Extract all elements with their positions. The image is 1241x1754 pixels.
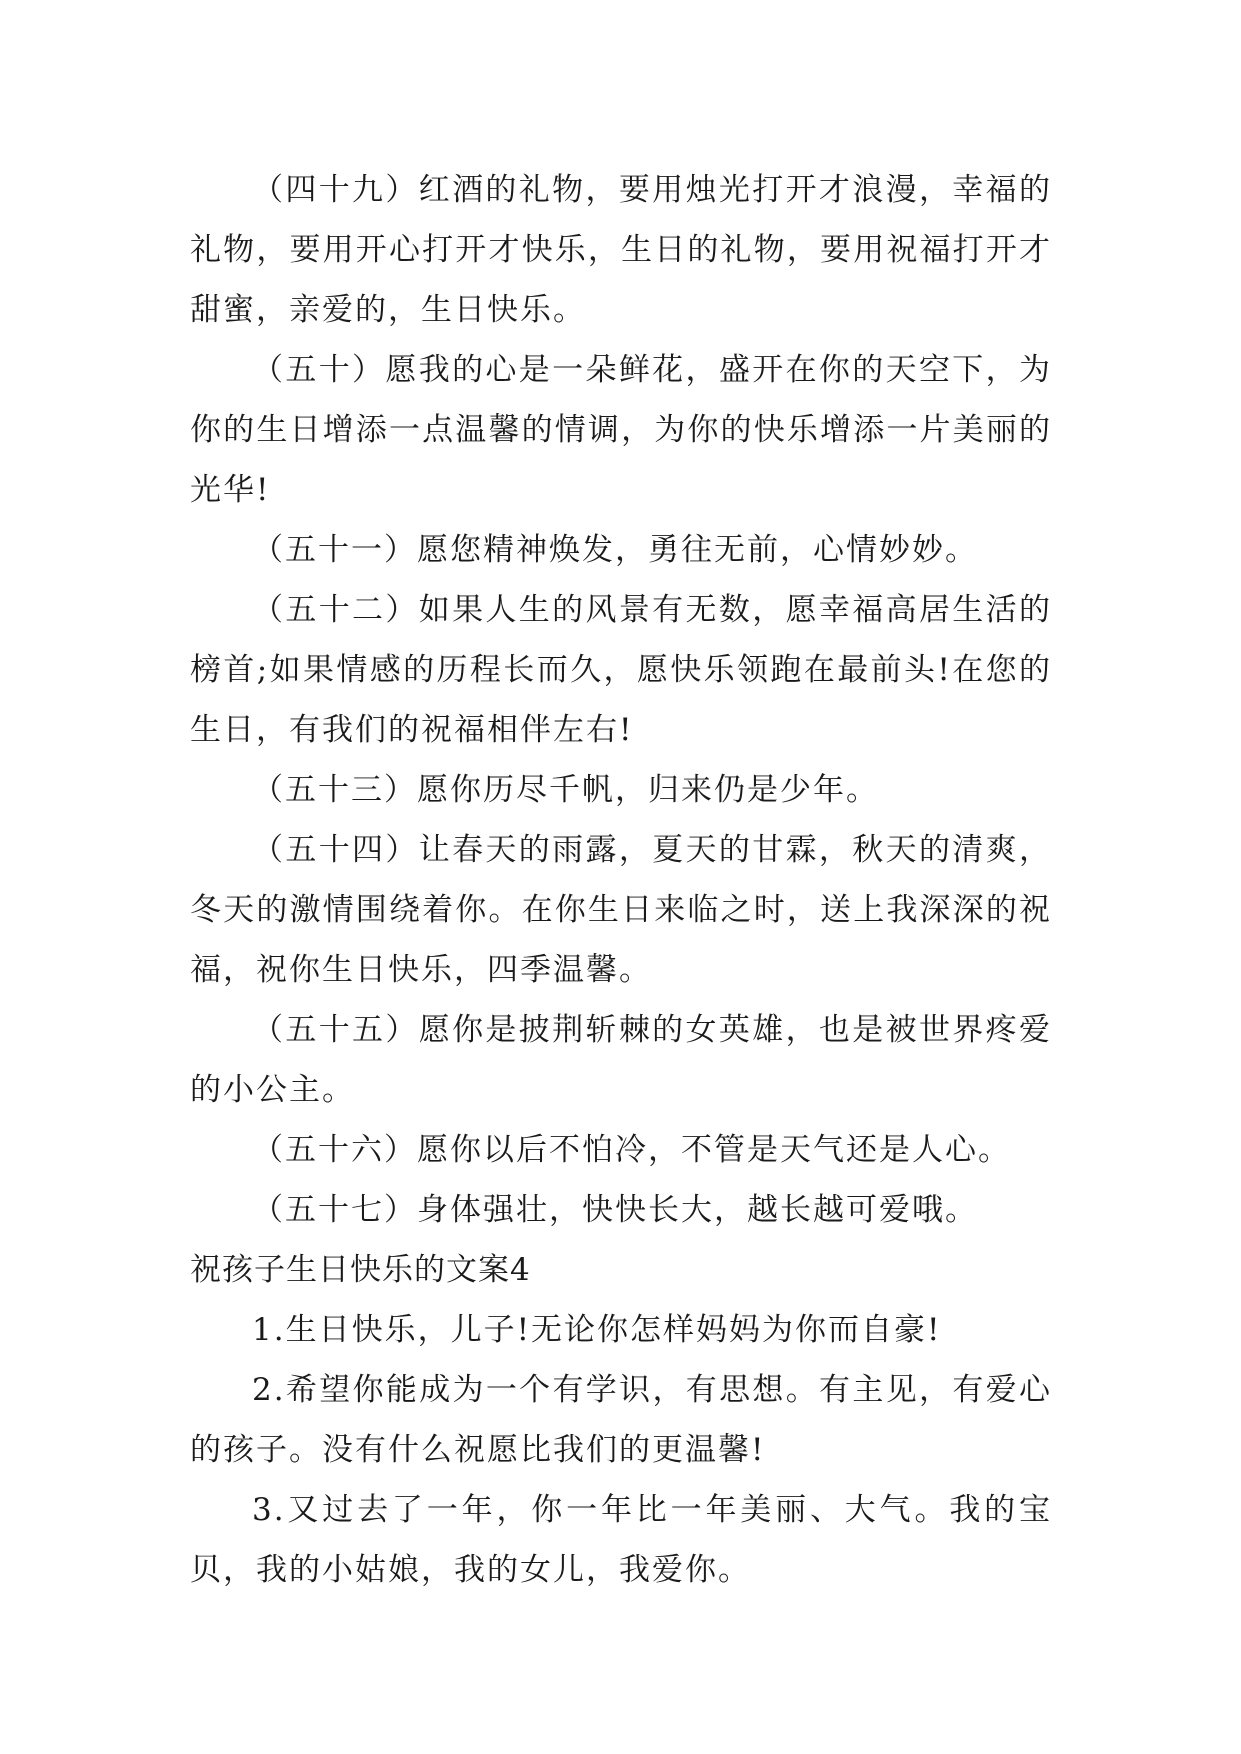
paragraph-52: （五十二）如果人生的风景有无数，愿幸福高居生活的榜首;如果情感的历程长而久，愿快乐领跑在最前头!在您的生日，有我们的祝福相伴左右! xyxy=(190,592,1052,748)
paragraph-50: （五十）愿我的心是一朵鲜花，盛开在你的天空下，为你的生日增添一点温馨的情调，为你的快乐增添一片美丽的光华! xyxy=(190,352,1052,508)
paragraph-53: （五十三）愿你历尽千帆，归来仍是少年。 xyxy=(252,772,879,808)
list-item-2: 2.希望你能成为一个有学识，有思想。有主见，有爱心的孩子。没有什么祝愿比我们的更温馨! xyxy=(190,1372,1052,1468)
section-heading: 祝孩子生日快乐的文案4 xyxy=(190,1252,531,1288)
paragraph-51: （五十一）愿您精神焕发，勇往无前，心情妙妙。 xyxy=(252,532,978,568)
paragraph-49: （四十九）红酒的礼物，要用烛光打开才浪漫，幸福的礼物，要用开心打开才快乐，生日的礼物，要用祝福打开才甜蜜，亲爱的，生日快乐。 xyxy=(190,172,1052,328)
list-item-3: 3.又过去了一年，你一年比一年美丽、大气。我的宝贝，我的小姑娘，我的女儿，我爱你。 xyxy=(190,1492,1052,1588)
paragraph-54: （五十四）让春天的雨露，夏天的甘霖，秋天的清爽，冬天的激情围绕着你。在你生日来临之时，送上我深深的祝福，祝你生日快乐，四季温馨。 xyxy=(190,832,1052,988)
list-item-1: 1.生日快乐，儿子!无论你怎样妈妈为你而自豪! xyxy=(252,1312,942,1348)
paragraph-57: （五十七）身体强壮，快快长大，越长越可爱哦。 xyxy=(252,1192,978,1228)
paragraph-55: （五十五）愿你是披荆斩棘的女英雄，也是被世界疼爱的小公主。 xyxy=(190,1012,1052,1108)
paragraph-56: （五十六）愿你以后不怕冷，不管是天气还是人心。 xyxy=(252,1132,1011,1168)
document-page xyxy=(190,160,1052,1600)
